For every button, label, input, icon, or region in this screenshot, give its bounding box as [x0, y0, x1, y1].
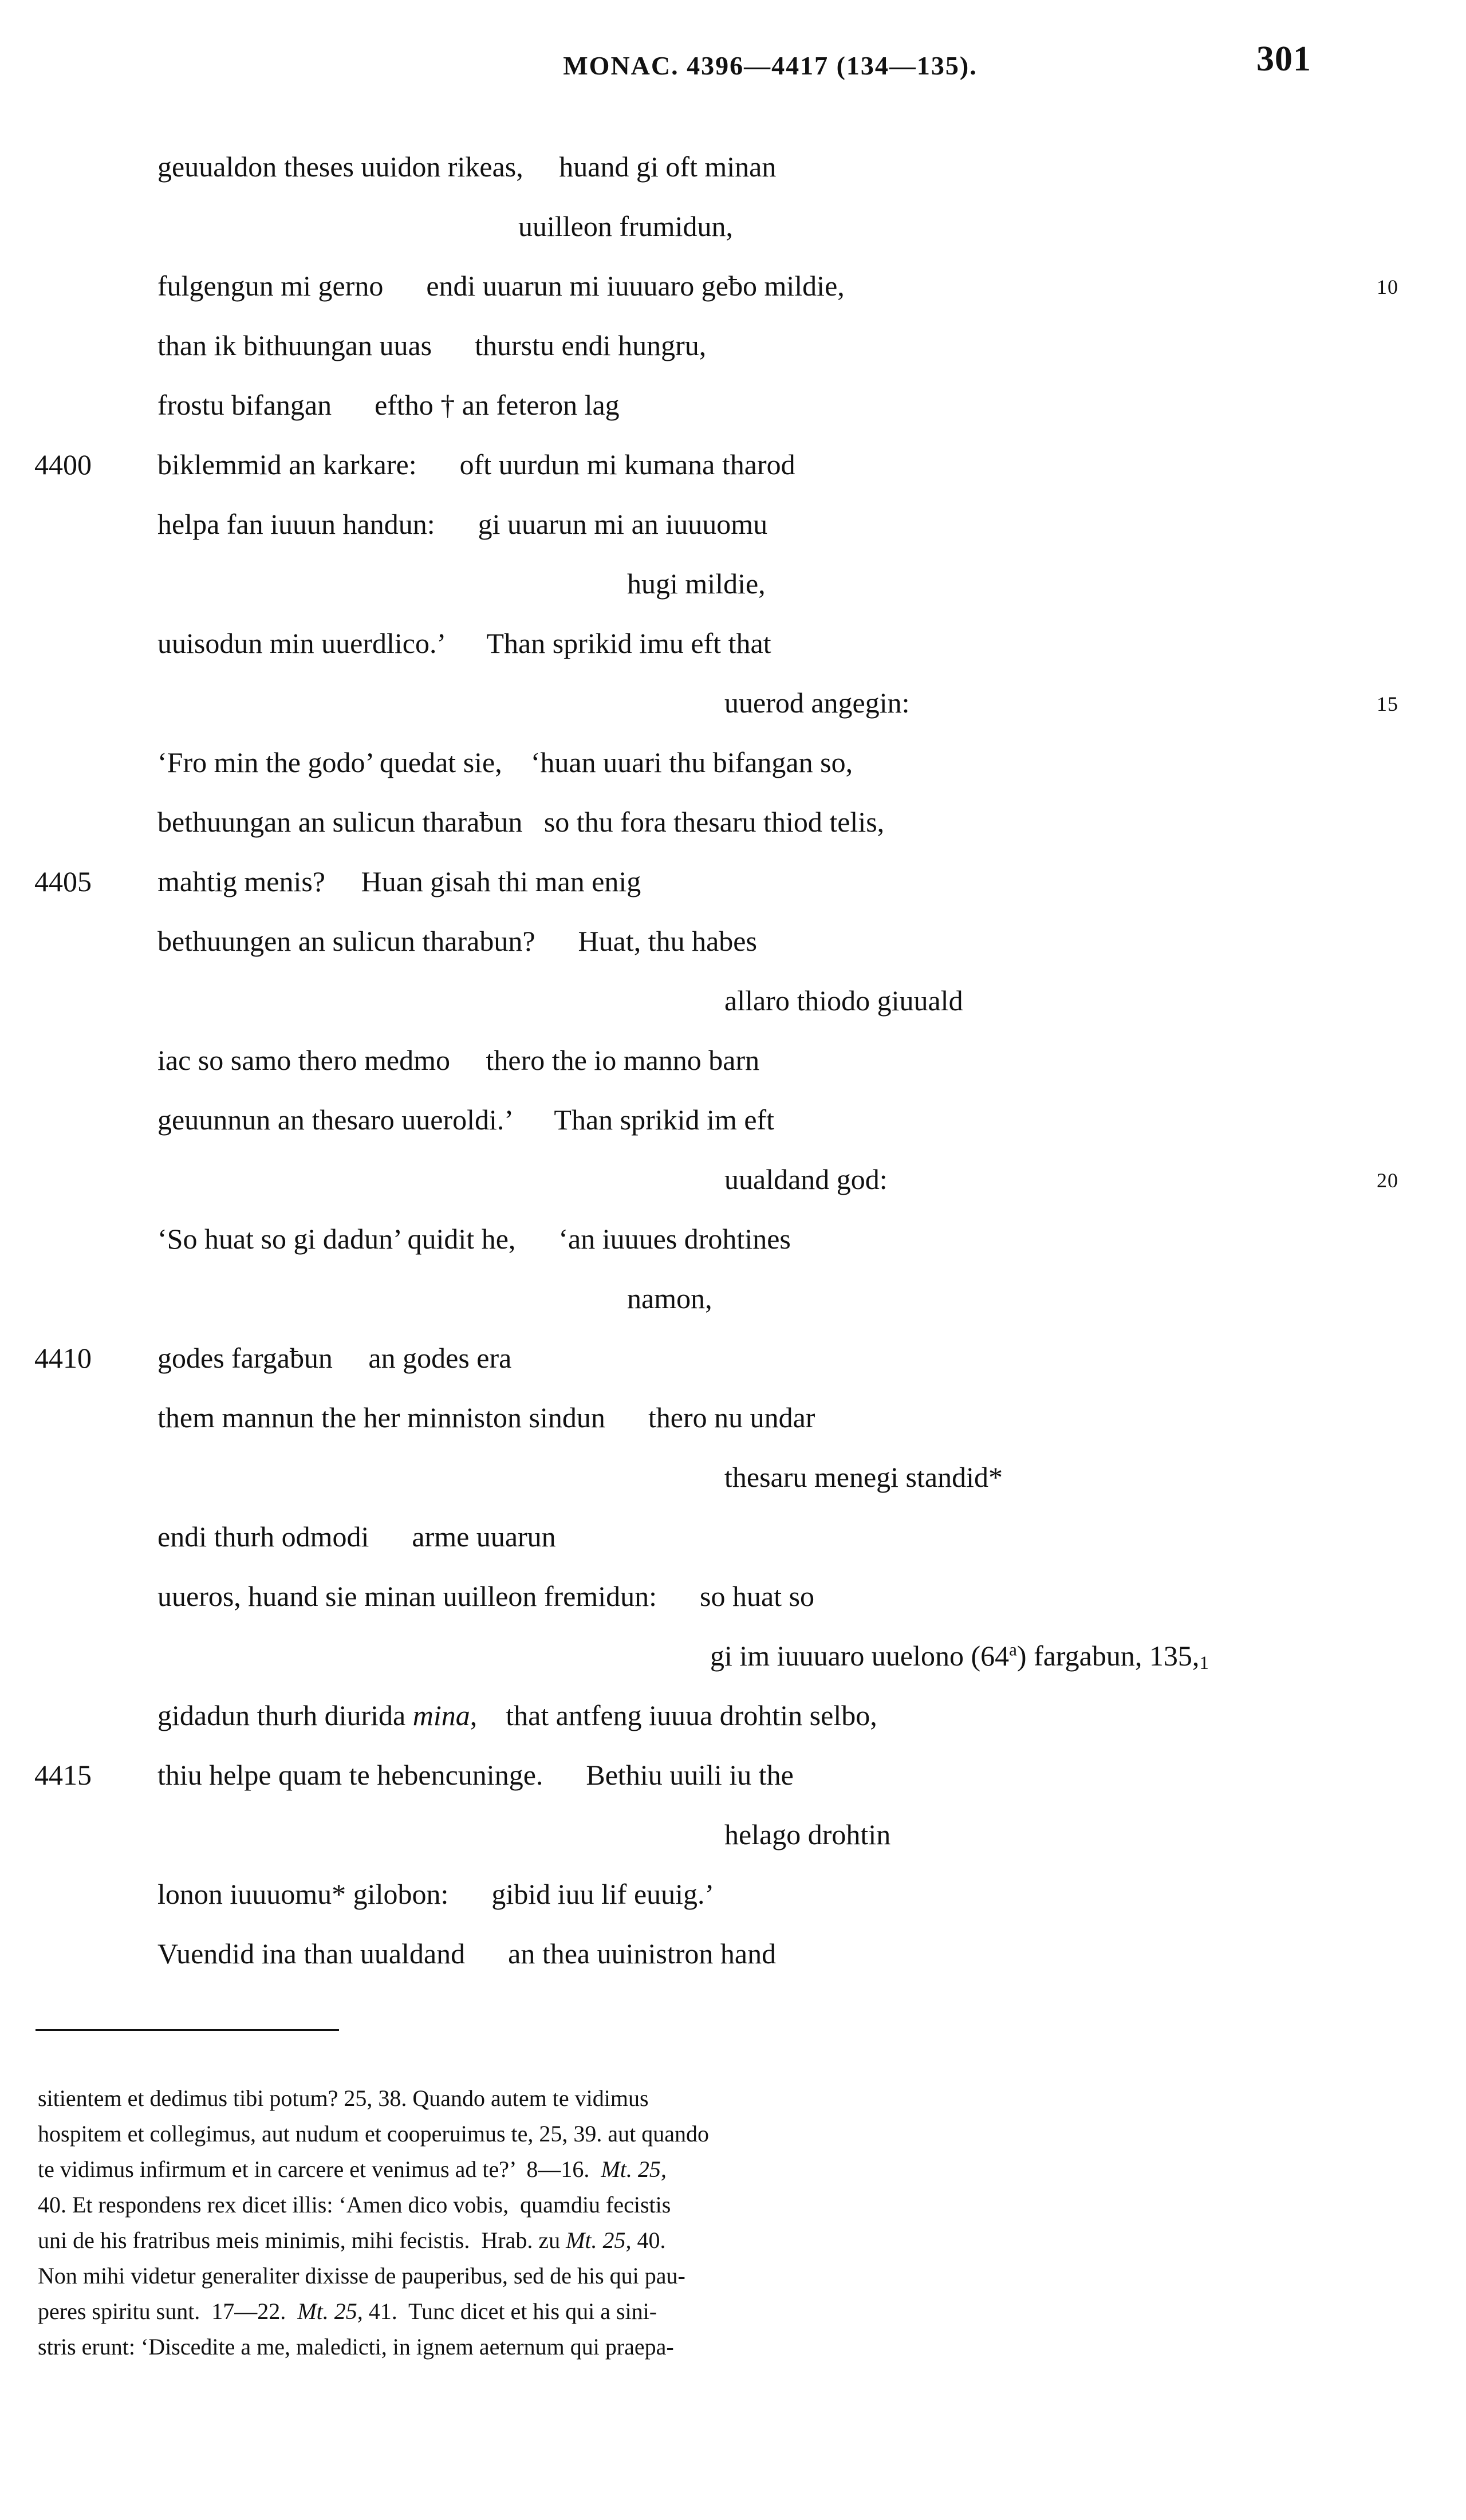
verse-number: 4400 [34, 448, 92, 481]
verse-line-text: helpa fan iuuun handun: gi uuarun mi an iuuuomu [157, 508, 768, 540]
footnote-line: sitientem et dedimus tibi potum? 25, 38. Quando autem te vidimus [38, 2085, 649, 2111]
verse-line-text: ‘So huat so gi dadun’ quidit he, ‘an iuuues drohtines [157, 1223, 791, 1255]
scripture-reference: Mt. 25, [566, 2227, 632, 2253]
manuscript-line-number: 10 [1377, 275, 1398, 298]
manuscript-line-number: 20 [1377, 1169, 1398, 1192]
verse-line [0, 746, 1466, 805]
verse-line [0, 210, 1466, 269]
verse-line [0, 1580, 1466, 1639]
verse-line-text: godes fargaƀun an godes era [157, 1342, 512, 1374]
verse-line-text: iac so samo thero medmo thero the io manno barn [157, 1044, 760, 1076]
verse-line-text: geuualdon theses uuidon rikeas, huand gi oft minan [157, 151, 777, 183]
footnote-line: uni de his fratribus meis minimis, mihi fecistis. Hrab. zu Mt. 25, 40. [38, 2227, 666, 2253]
verse-body [0, 86, 1466, 1997]
scripture-reference: Mt. 25, [297, 2298, 363, 2324]
verse-number: 4405 [34, 865, 92, 897]
verse-number: 4410 [34, 1342, 92, 1374]
verse-line-text: geuunnun an thesaro uueroldi.’ Than sprikid im eft [157, 1104, 775, 1136]
verse-line [0, 1163, 1466, 1222]
running-head [0, 0, 1466, 86]
verse-line [0, 1818, 1466, 1877]
manuscript-line-number: 15 [1377, 692, 1398, 715]
verse-line [0, 150, 1466, 210]
verse-number: 4415 [34, 1759, 92, 1791]
footnote-line: peres spiritu sunt. 17—22. Mt. 25, 41. Tunc dicet et his qui a sini- [38, 2298, 657, 2324]
verse-line-text: frostu bifangan eftho † an feteron lag [157, 389, 620, 421]
verse-line-text: endi thurh odmodi arme uuarun [157, 1521, 556, 1553]
verse-line [0, 686, 1466, 746]
verse-line [0, 1401, 1466, 1460]
verse-line [0, 1460, 1466, 1520]
footnote-line: te vidimus infirmum et in carcere et venimus ad te?’ 8—16. Mt. 25, [38, 2156, 667, 2182]
verse-line [0, 984, 1466, 1044]
verse-line-text: gi im iuuuaro uuelono (64$^a$) fargabun, 135,1 [710, 1639, 1209, 1674]
footnote-block [38, 2081, 1380, 2365]
verse-line [0, 1222, 1466, 1282]
verse-line-text: namon, [627, 1282, 712, 1314]
verse-line-text: them mannun the her minniston sindun thero nu undar [157, 1401, 815, 1434]
verse-line [0, 1520, 1466, 1580]
verse-line [0, 448, 1466, 507]
verse-line [0, 805, 1466, 865]
verse-line [0, 269, 1466, 329]
verse-line [0, 1282, 1466, 1341]
verse-line [0, 924, 1466, 984]
footnote-line: stris erunt: ‘Discedite a me, maledicti, in ignem aeternum qui praepa- [38, 2334, 674, 2360]
verse-line [0, 1758, 1466, 1818]
verse-line [0, 1699, 1466, 1758]
verse-line [0, 388, 1466, 448]
verse-line [0, 1341, 1466, 1401]
verse-line-text: allaro thiodo giuuald [724, 985, 963, 1017]
verse-line-text: uuilleon frumidun, [518, 210, 733, 242]
manuscript-line-ref: 1 [1199, 1653, 1209, 1674]
page-number: 301 [1256, 40, 1311, 78]
superscript-a: a [1009, 1639, 1017, 1660]
verse-line-text: Vuendid ina than uualdand an thea uuinistron hand [157, 1938, 777, 1970]
verse-line-text: bethuungen an sulicun tharabun? Huat, thu habes [157, 925, 757, 957]
verse-line [0, 329, 1466, 388]
verse-line-text: uualdand god: [724, 1163, 888, 1195]
verse-line [0, 1937, 1466, 1997]
verse-line-text: bethuungan an sulicun tharaƀun so thu fora thesaru thiod telis, [157, 806, 885, 838]
verse-line-text: ‘Fro min the godo’ quedat sie, ‘huan uuari thu bifangan so, [157, 746, 853, 778]
verse-line-text: thesaru menegi standid* [724, 1461, 1003, 1493]
footnote-separator-rule [36, 2029, 339, 2031]
scripture-reference: Mt. 25, [601, 2156, 667, 2182]
italic-word: mina [412, 1699, 470, 1731]
footnote-line: hospitem et collegimus, aut nudum et cooperuimus te, 25, 39. aut quando [38, 2121, 710, 2147]
verse-line-text: gidadun thurh diurida mina, that antfeng iuuua drohtin selbo, [157, 1699, 877, 1731]
verse-line [0, 1639, 1466, 1699]
verse-line-text: mahtig menis? Huan gisah thi man enig [157, 865, 641, 897]
verse-line-text: uuerod angegin: [724, 687, 910, 719]
verse-line-text: uuisodun min uuerdlico.’ Than sprikid imu eft that [157, 627, 771, 659]
verse-line-text: fulgengun mi gerno endi uuarun mi iuuuaro geƀo mildie, [157, 270, 845, 302]
running-head-title: MONAC. 4396—4417 (134—135). [563, 51, 978, 80]
verse-line [0, 865, 1466, 924]
verse-line-text: hugi mildie, [627, 568, 766, 600]
footnote-line: Non mihi videtur generaliter dixisse de pauperibus, sed de his qui pau- [38, 2263, 685, 2289]
verse-line-text: than ik bithuungan uuas thurstu endi hungru, [157, 329, 707, 361]
verse-line-text: helago drohtin [724, 1818, 891, 1850]
verse-line [0, 627, 1466, 686]
verse-line-text: uueros, huand sie minan uuilleon fremidun: so huat so [157, 1580, 815, 1612]
verse-line [0, 1044, 1466, 1103]
verse-line-text: lonon iuuuomu* gilobon: gibid iuu lif euuig.’ [157, 1878, 715, 1910]
verse-line [0, 1877, 1466, 1937]
verse-line [0, 507, 1466, 567]
verse-line [0, 567, 1466, 627]
verse-line-text: biklemmid an karkare: oft uurdun mi kumana tharod [157, 448, 795, 481]
verse-line [0, 1103, 1466, 1163]
verse-line-text: thiu helpe quam te hebencuninge. Bethiu uuili iu the [157, 1759, 794, 1791]
footnote-line: 40. Et respondens rex dicet illis: ‘Amen dico vobis, quamdiu fecistis [38, 2192, 671, 2218]
